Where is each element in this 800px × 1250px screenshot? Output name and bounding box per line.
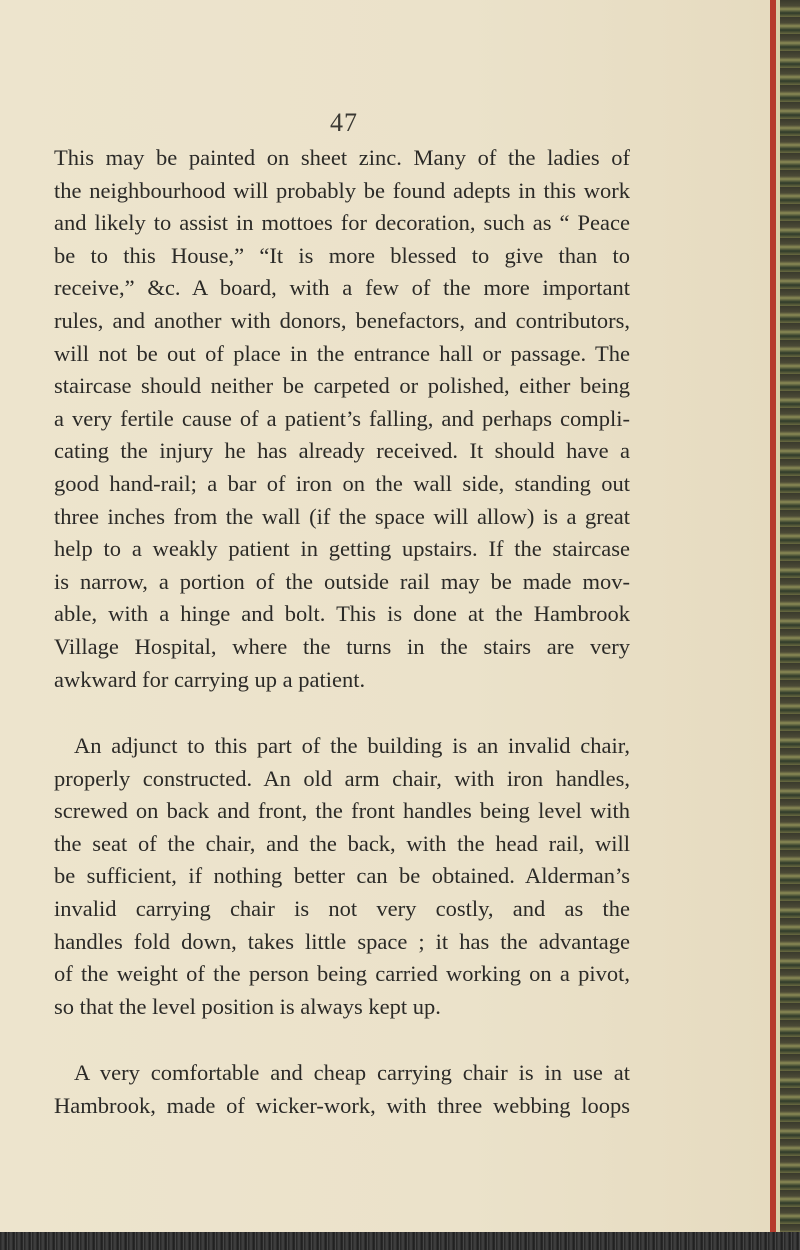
text-line: Hambrook, made of wicker-work, with three webbing loops bbox=[54, 1093, 630, 1119]
text-line: be to this House,” “It is more blessed to give than to bbox=[54, 242, 630, 268]
text-line: Village Hospital, where the turns in the stairs are very bbox=[54, 633, 630, 659]
text-line: help to a weakly patient in getting upstairs. If the staircase bbox=[54, 536, 630, 562]
text-line: rules, and another with donors, benefactors, and contributors, bbox=[54, 307, 630, 333]
text-line: so that the level position is always kept up. bbox=[54, 993, 441, 1019]
book-binding-edge bbox=[770, 0, 800, 1250]
text-line: cating the injury he has already received. It should have a bbox=[54, 438, 630, 464]
paragraph-2 bbox=[54, 730, 630, 1023]
text-line: receive,” &c. A board, with a few of the more important bbox=[54, 275, 630, 301]
page-bottom-edge bbox=[0, 1232, 800, 1250]
text-line: properly constructed. An old arm chair, with iron handles, bbox=[54, 765, 630, 791]
text-line: handles fold down, takes little space ; it has the advantage bbox=[54, 928, 630, 954]
text-line: A very comfortable and cheap carrying chair is in use at bbox=[74, 1060, 630, 1086]
text-line: is narrow, a portion of the outside rail may be made mov- bbox=[54, 568, 630, 594]
text-line: This may be painted on sheet zinc. Many of the ladies of bbox=[54, 145, 630, 170]
text-line: An adjunct to this part of the building is an invalid chair, bbox=[74, 733, 630, 759]
page-number: 47 bbox=[330, 108, 358, 137]
text-line: the neighbourhood will probably be found adepts in this work bbox=[54, 177, 630, 203]
text-line: awkward for carrying up a patient. bbox=[54, 666, 366, 692]
text-line: screwed on back and front, the front handles being level with bbox=[54, 798, 630, 824]
text-line: a very fertile cause of a patient’s falling, and perhaps compli- bbox=[54, 405, 630, 431]
text-line: staircase should neither be carpeted or polished, either being bbox=[54, 373, 630, 399]
text-line: able, with a hinge and bolt. This is done at the Hambrook bbox=[54, 601, 630, 627]
text-line: good hand-rail; a bar of iron on the wall side, standing out bbox=[54, 470, 630, 496]
paragraph-gap bbox=[54, 1023, 630, 1057]
paragraph-3 bbox=[54, 1057, 630, 1122]
body-text bbox=[54, 142, 630, 1123]
text-line: will not be out of place in the entrance hall or passage. The bbox=[54, 340, 630, 366]
text-line: of the weight of the person being carried working on a pivot, bbox=[54, 961, 630, 987]
text-line: invalid carrying chair is not very costly, and as the bbox=[54, 896, 630, 922]
text-line: the seat of the chair, and the back, with the head rail, will bbox=[54, 830, 630, 856]
text-line: and likely to assist in mottoes for decoration, such as “ Peace bbox=[54, 210, 630, 236]
text-line: three inches from the wall (if the space will allow) is a great bbox=[54, 503, 630, 529]
paragraph-gap bbox=[54, 696, 630, 730]
text-line: be sufficient, if nothing better can be obtained. Alderman’s bbox=[54, 863, 630, 889]
paragraph-1 bbox=[54, 142, 630, 696]
